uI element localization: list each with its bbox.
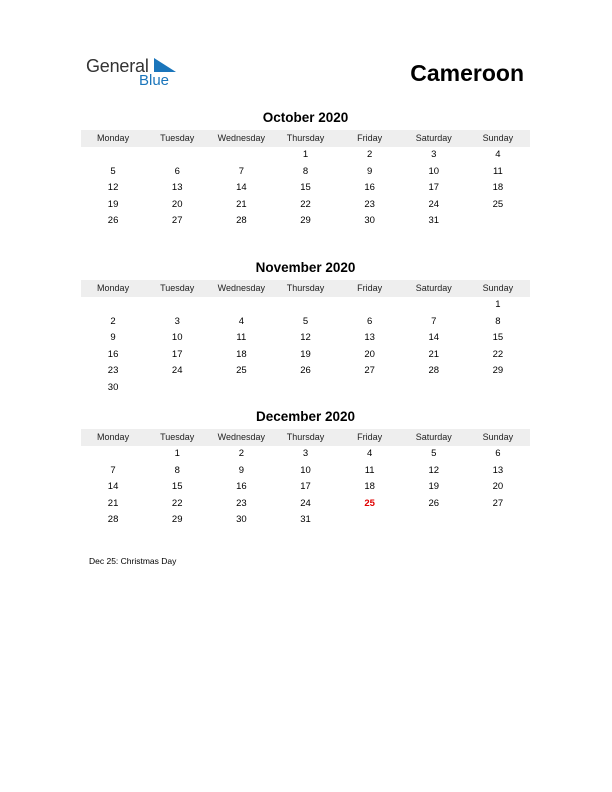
country-title: Cameroon <box>410 60 524 86</box>
day-cell: 23 <box>364 198 375 210</box>
day-cell: 3 <box>302 448 309 459</box>
day-cell: 7 <box>238 165 244 177</box>
day-cell: 8 <box>302 165 309 177</box>
day-cell: 14 <box>107 481 119 492</box>
day-cell: 3 <box>174 315 180 327</box>
empty-day-cell <box>81 297 145 314</box>
day-cell: 17 <box>428 182 440 193</box>
holiday-day-cell: 25 <box>364 497 375 509</box>
day-cell: 31 <box>300 514 311 525</box>
empty-day-cell <box>466 380 530 397</box>
empty-day-cell <box>402 297 466 314</box>
day-cell: 20 <box>171 198 183 210</box>
empty-day-cell <box>145 297 209 314</box>
day-cell: 18 <box>492 182 504 193</box>
day-cell: 10 <box>428 165 440 177</box>
day-cell: 4 <box>366 448 373 459</box>
day-cell: 30 <box>236 514 247 525</box>
empty-day-cell <box>209 297 273 314</box>
weekday-label: Friday <box>357 283 383 293</box>
day-cell: 9 <box>366 165 373 177</box>
weekday-label: Saturday <box>415 133 452 143</box>
day-cell: 31 <box>428 215 440 226</box>
day-cell: 5 <box>431 448 437 459</box>
day-cell: 26 <box>107 215 119 226</box>
day-cell: 8 <box>174 464 180 476</box>
day-cell: 6 <box>174 165 180 177</box>
weekday-label: Saturday <box>415 432 452 442</box>
day-cell: 24 <box>428 198 440 210</box>
day-cell: 15 <box>300 182 311 193</box>
month-calendar <box>81 258 530 396</box>
week-row <box>81 347 530 364</box>
weekday-header-row <box>81 429 530 446</box>
day-cell: 6 <box>366 315 373 327</box>
day-cell: 8 <box>495 315 501 327</box>
day-cell: 25 <box>236 365 247 376</box>
weekday-label: Sunday <box>482 133 514 143</box>
day-cell: 12 <box>428 464 440 476</box>
day-cell: 25 <box>492 198 504 210</box>
logo-text-blue: Blue <box>139 72 170 89</box>
week-row <box>81 297 530 314</box>
day-cell: 21 <box>107 497 119 509</box>
day-cell: 23 <box>107 365 119 376</box>
week-row <box>81 479 530 496</box>
empty-day-cell <box>273 297 337 314</box>
weekday-label: Thursday <box>286 283 325 293</box>
weekday-label: Saturday <box>415 283 452 293</box>
month-calendar <box>81 407 530 529</box>
weekday-label: Tuesday <box>160 283 195 293</box>
day-cell: 16 <box>107 348 119 360</box>
day-cell: 30 <box>364 215 375 226</box>
day-cell: 12 <box>300 332 311 343</box>
day-cell: 27 <box>492 497 504 509</box>
day-cell: 21 <box>236 198 247 210</box>
day-cell: 17 <box>171 348 183 360</box>
day-cell: 23 <box>236 497 247 509</box>
week-row <box>81 147 530 164</box>
day-cell: 29 <box>300 215 311 226</box>
day-cell: 26 <box>428 497 440 509</box>
empty-day-cell <box>338 380 402 397</box>
day-cell: 28 <box>236 215 247 226</box>
holiday-note: Dec 25: Christmas Day <box>89 556 177 566</box>
empty-day-cell <box>145 380 209 397</box>
day-cell: 9 <box>110 332 116 343</box>
weekday-label: Wednesday <box>217 133 266 143</box>
day-cell: 11 <box>236 332 247 343</box>
holiday-notes <box>89 556 176 566</box>
month-calendar <box>81 108 530 230</box>
day-cell: 27 <box>171 215 183 226</box>
day-cell: 27 <box>364 365 375 376</box>
empty-day-cell <box>402 380 466 397</box>
month-title: December 2020 <box>255 409 356 424</box>
weekday-label: Wednesday <box>217 283 266 293</box>
day-cell: 13 <box>364 332 375 343</box>
weekday-label: Tuesday <box>160 432 195 442</box>
day-cell: 7 <box>431 315 437 327</box>
weekday-header-row <box>81 280 530 297</box>
day-cell: 21 <box>428 348 440 360</box>
day-cell: 2 <box>238 448 244 459</box>
empty-day-cell <box>466 512 530 529</box>
day-cell: 2 <box>366 149 373 160</box>
day-cell: 5 <box>302 315 309 327</box>
day-cell: 9 <box>238 464 244 476</box>
day-cell: 28 <box>428 365 440 376</box>
day-cell: 26 <box>300 365 311 376</box>
empty-day-cell <box>466 213 530 230</box>
month-title: October 2020 <box>262 110 349 125</box>
weekday-label: Monday <box>97 432 130 442</box>
day-cell: 3 <box>431 149 437 160</box>
week-row <box>81 164 530 181</box>
day-cell: 20 <box>492 481 504 492</box>
day-cell: 29 <box>492 365 504 376</box>
day-cell: 15 <box>492 332 504 343</box>
week-row <box>81 180 530 197</box>
empty-day-cell <box>81 446 145 463</box>
week-row <box>81 197 530 214</box>
day-cell: 20 <box>364 348 375 360</box>
week-row <box>81 330 530 347</box>
day-cell: 29 <box>171 514 183 525</box>
day-cell: 2 <box>110 315 116 327</box>
day-cell: 15 <box>171 481 183 492</box>
logo-triangle-icon <box>154 58 176 72</box>
day-cell: 10 <box>300 464 311 476</box>
day-cell: 14 <box>428 332 440 343</box>
logo-text-general: General <box>86 56 149 76</box>
day-cell: 4 <box>495 149 501 160</box>
generalblue-logo <box>86 56 196 92</box>
day-cell: 22 <box>492 348 504 360</box>
day-cell: 16 <box>364 182 375 193</box>
day-cell: 22 <box>300 198 311 210</box>
day-cell: 19 <box>107 198 119 210</box>
empty-day-cell <box>338 297 402 314</box>
day-cell: 30 <box>107 381 119 393</box>
day-cell: 24 <box>300 497 311 509</box>
day-cell: 12 <box>107 182 119 193</box>
empty-day-cell <box>209 147 273 164</box>
day-cell: 7 <box>110 464 116 476</box>
weekday-label: Friday <box>357 133 383 143</box>
weekday-label: Monday <box>97 283 130 293</box>
day-cell: 1 <box>495 299 501 310</box>
day-cell: 11 <box>492 165 503 177</box>
week-row <box>81 496 530 513</box>
week-row <box>81 363 530 380</box>
empty-day-cell <box>145 147 209 164</box>
weekday-label: Friday <box>357 432 383 442</box>
week-row <box>81 446 530 463</box>
day-cell: 24 <box>171 365 183 376</box>
day-cell: 4 <box>238 315 244 327</box>
empty-day-cell <box>81 147 145 164</box>
weekday-label: Thursday <box>286 133 325 143</box>
weekday-label: Tuesday <box>160 133 195 143</box>
empty-day-cell <box>209 380 273 397</box>
empty-day-cell <box>402 512 466 529</box>
day-cell: 13 <box>492 464 504 476</box>
week-row <box>81 380 530 397</box>
week-row <box>81 463 530 480</box>
day-cell: 6 <box>495 448 501 459</box>
day-cell: 16 <box>236 481 247 492</box>
day-cell: 18 <box>364 481 375 492</box>
day-cell: 19 <box>428 481 440 492</box>
day-cell: 28 <box>107 514 119 525</box>
weekday-label: Thursday <box>286 432 325 442</box>
day-cell: 17 <box>300 481 311 492</box>
day-cell: 14 <box>236 182 247 193</box>
day-cell: 10 <box>171 332 183 343</box>
empty-day-cell <box>338 512 402 529</box>
weekday-label: Wednesday <box>217 432 266 442</box>
day-cell: 22 <box>171 497 183 509</box>
week-row <box>81 512 530 529</box>
day-cell: 1 <box>302 149 309 160</box>
day-cell: 18 <box>236 348 247 360</box>
week-row <box>81 213 530 230</box>
weekday-label: Monday <box>97 133 130 143</box>
weekday-label: Sunday <box>482 283 514 293</box>
empty-day-cell <box>273 380 337 397</box>
day-cell: 1 <box>174 448 180 459</box>
day-cell: 11 <box>364 464 375 476</box>
day-cell: 5 <box>110 165 116 177</box>
day-cell: 19 <box>300 348 311 360</box>
weekday-header-row <box>81 130 530 147</box>
weekday-label: Sunday <box>482 432 514 442</box>
month-title: November 2020 <box>255 260 356 275</box>
day-cell: 13 <box>171 182 183 193</box>
week-row <box>81 314 530 331</box>
